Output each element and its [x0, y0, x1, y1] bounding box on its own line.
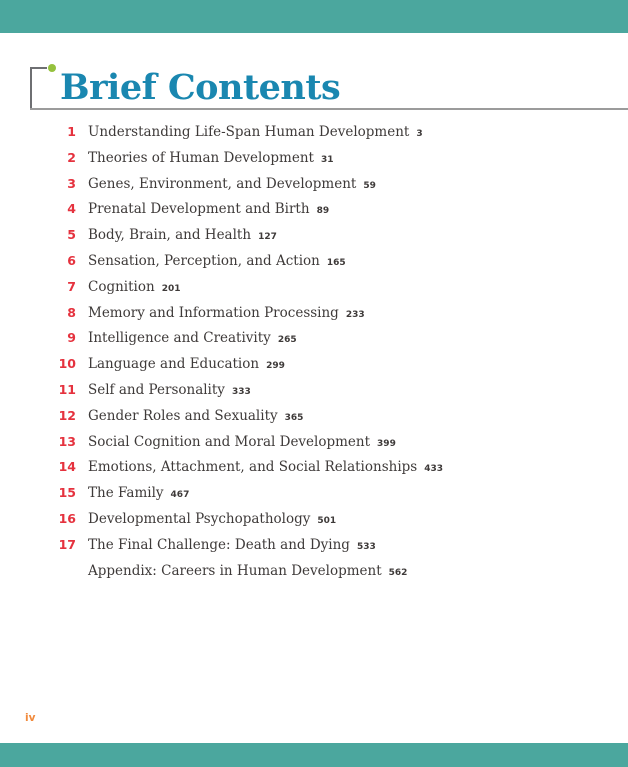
chapter-number: 10 — [58, 356, 76, 372]
chapter-number: 12 — [58, 407, 76, 423]
chapter-title: Understanding Life-Span Human Development — [88, 124, 410, 140]
chapter-title: Prenatal Development and Birth — [88, 201, 310, 218]
chapter-page-number: 365 — [284, 412, 304, 423]
toc-entry — [0, 459, 628, 485]
chapter-number: 14 — [58, 459, 76, 475]
chapter-page-number: 59 — [363, 180, 376, 191]
chapter-number: 8 — [67, 304, 76, 320]
chapter-title: The Family — [88, 485, 164, 502]
chapter-title: Appendix: Careers in Human Development — [88, 562, 382, 579]
chapter-page-number: 433 — [424, 464, 443, 475]
chapter-page-number: 299 — [266, 361, 285, 372]
toc-entry — [0, 150, 628, 176]
toc-entry — [0, 537, 628, 563]
chapter-page-number: 3 — [416, 129, 423, 139]
chapter-title: Genes, Environment, and Development — [88, 175, 357, 192]
chapter-number: 13 — [58, 433, 76, 449]
toc-entry — [0, 356, 628, 382]
chapter-title: The Final Challenge: Death and Dying — [88, 536, 350, 553]
chapter-title: Self and Personality — [88, 381, 225, 398]
chapter-title: Sensation, Perception, and Action — [88, 252, 320, 269]
chapter-number: 7 — [67, 278, 76, 294]
toc-list — [0, 124, 628, 588]
page-title: Brief Contents — [60, 67, 341, 109]
chapter-page-number: 333 — [231, 386, 251, 397]
toc-entry — [0, 330, 628, 356]
chapter-title: Intelligence and Creativity — [88, 330, 271, 347]
chapter-page-number: 562 — [388, 567, 408, 578]
chapter-title: Gender Roles and Sexuality — [88, 407, 278, 424]
chapter-title: Emotions, Attachment, and Social Relationships — [88, 459, 418, 476]
chapter-page-number: 467 — [170, 490, 190, 501]
chapter-number: 4 — [67, 201, 76, 217]
chapter-number: 15 — [58, 485, 76, 501]
chapter-page-number: 165 — [326, 257, 346, 268]
toc-entry — [0, 201, 628, 227]
chapter-title: Language and Education — [88, 356, 260, 373]
toc-entry — [0, 382, 628, 408]
top-accent-bar — [0, 0, 628, 33]
chapter-page-number: 233 — [345, 309, 365, 320]
chapter-number: 6 — [67, 252, 76, 268]
bottom-accent-bar — [0, 743, 628, 767]
chapter-title: Body, Brain, and Health — [88, 227, 252, 244]
chapter-page-number: 89 — [316, 206, 330, 217]
toc-entry — [0, 485, 628, 511]
chapter-number: 9 — [67, 330, 76, 346]
toc-entry — [0, 408, 628, 434]
chapter-page-number: 399 — [377, 438, 396, 449]
chapter-number: 3 — [67, 175, 76, 191]
toc-entry — [0, 253, 628, 279]
toc-entry — [0, 279, 628, 305]
toc-entry — [0, 563, 628, 589]
chapter-number: 5 — [67, 227, 76, 243]
chapter-title: Social Cognition and Moral Development — [88, 433, 371, 450]
chapter-title: Cognition — [88, 278, 155, 295]
toc-entry — [0, 227, 628, 253]
title-bracket-horizontal-line — [30, 67, 47, 69]
toc-entry — [0, 124, 628, 150]
chapter-title: Memory and Information Processing — [88, 304, 339, 321]
chapter-number: 16 — [58, 510, 76, 526]
toc-entry — [0, 176, 628, 202]
chapter-page-number: 201 — [161, 283, 181, 294]
chapter-number: 17 — [58, 536, 76, 552]
chapter-number: 11 — [58, 381, 76, 397]
toc-entry — [0, 511, 628, 537]
toc-entry — [0, 434, 628, 460]
chapter-title: Theories of Human Development — [88, 149, 314, 166]
chapter-page-number: 31 — [320, 154, 334, 165]
green-bullet-dot-icon — [48, 64, 56, 72]
folio-page-number: iv — [25, 712, 36, 724]
chapter-number: 1 — [67, 124, 76, 139]
chapter-page-number: 533 — [356, 541, 376, 552]
title-bracket-vertical-line — [30, 67, 32, 110]
chapter-number: 2 — [67, 149, 76, 165]
chapter-page-number: 127 — [258, 232, 277, 243]
chapter-page-number: 501 — [317, 515, 337, 526]
toc-entry — [0, 305, 628, 331]
chapter-title: Developmental Psychopathology — [88, 510, 311, 527]
chapter-page-number: 265 — [277, 335, 297, 346]
